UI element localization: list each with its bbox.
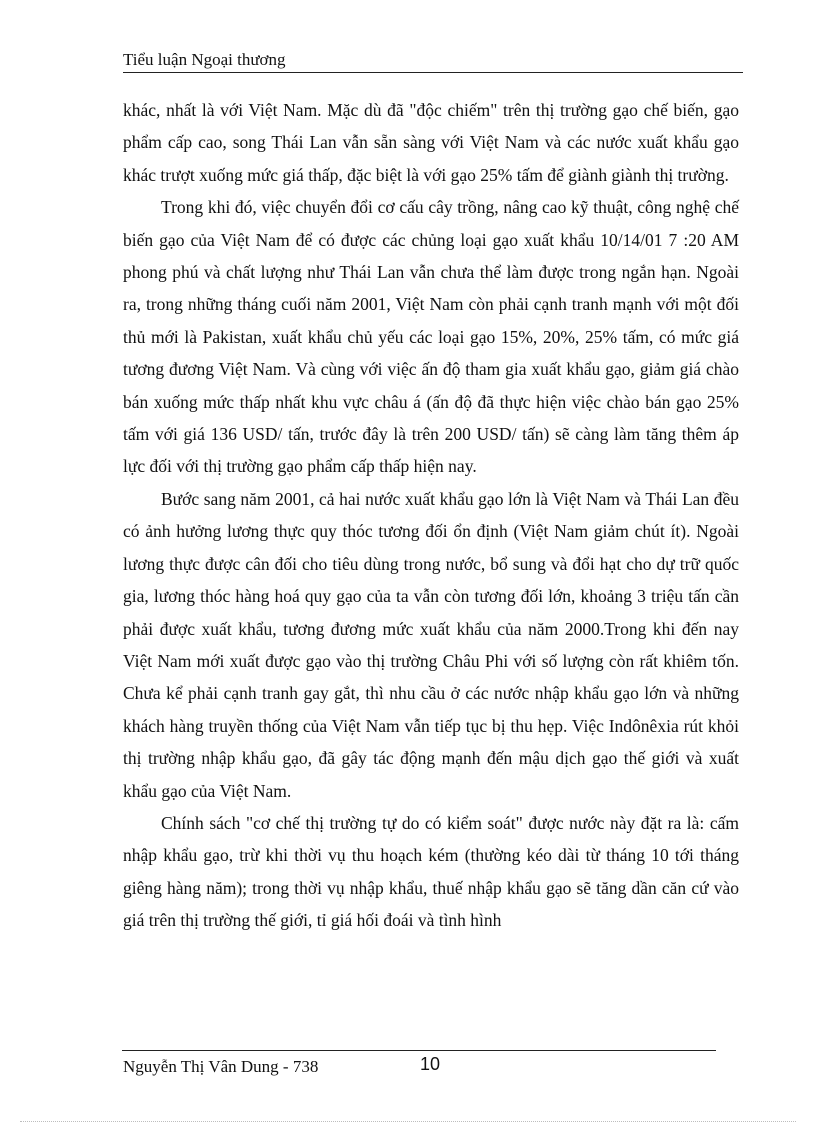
document-body [123,94,739,937]
footer-author: Nguyễn Thị Vân Dung - 738 [123,1057,319,1076]
page-number: 10 [420,1054,441,1074]
paragraph: Chính sách "cơ chế thị trường tự do có kiểm soát" được nước này đặt ra là: cấm nhập khẩu gạo, trừ khi thời vụ thu hoạch kém (thường kéo dài từ tháng 10 tới tháng giêng hàng năm); trong thời vụ nhập khẩu, thuế nhập khẩu gạo sẽ tăng dần căn cứ vào giá trên thị trường thế giới, tỉ giá hối đoái và tình hình [123,812,739,931]
footer-divider [122,1050,716,1051]
paragraph: khác, nhất là với Việt Nam. Mặc dù đã "độc chiếm" trên thị trường gạo chế biến, gạo phẩm cấp cao, song Thái Lan vẫn sẵn sàng với Việt Nam và các nước xuất khẩu gạo khác trượt xuống mức giá thấp, đặc biệt là với gạo 25% tấm để giành giành thị trường. [123,100,739,185]
paragraph: Trong khi đó, việc chuyển đổi cơ cấu cây trồng, nâng cao kỹ thuật, công nghệ chế biến gạo của Việt Nam để có được các chủng loại gạo xuất khẩu 10/14/01 7 :20 AM phong phú và chất lượng như Thái Lan vẫn chưa thể làm được trong ngắn hạn. Ngoài ra, trong những tháng cuối năm 2001, Việt Nam còn phải cạnh tranh mạnh với một đối thủ mới là Pakistan, xuất khẩu chủ yếu các loại gạo 15%, 20%, 25% tấm, có mức giá tương đương Việt Nam. Và cùng với việc ấn độ tham gia xuất khẩu gạo, giảm giá chào bán xuống mức thấp nhất khu vực châu á (ấn độ đã thực hiện việc chào bán gạo 25% tấm với giá 136 USD/ tấn, trước đây là trên 200 USD/ tấn) sẽ càng làm tăng thêm áp lực đối với thị trường gạo phẩm cấp thấp hiện nay. [123,197,739,477]
running-header [123,49,743,73]
page-bottom-edge [20,1121,796,1122]
header-title: Tiểu luận Ngoại thương [123,50,286,69]
paragraph: Bước sang năm 2001, cả hai nước xuất khẩu gạo lớn là Việt Nam và Thái Lan đều có ảnh hưởng lương thực quy thóc tương đối ổn định (Việt Nam giảm chút ít). Ngoài lương thực được cân đối cho tiêu dùng trong nước, bổ sung và đổi hạt cho dự trữ quốc gia, lương thóc hàng hoá quy gạo của ta vẫn còn tương đối lớn, khoảng 3 triệu tấn cần phải được xuất khẩu, tương đương mức xuất khẩu của năm 2000.Trong khi đến nay Việt Nam mới xuất được gạo vào thị trường Châu Phi với số lượng còn rất khiêm tốn. Chưa kể phải cạnh tranh gay gắt, thì nhu cầu ở các nước nhập khẩu gạo lớn và những khách hàng truyền thống của Việt Nam vẫn tiếp tục bị thu hẹp. Việc Indônêxia rút khỏi thị trường nhập khẩu gạo, đã gây tác động mạnh đến mậu dịch gạo thế giới và xuất khẩu gạo của Việt Nam. [123,488,739,801]
